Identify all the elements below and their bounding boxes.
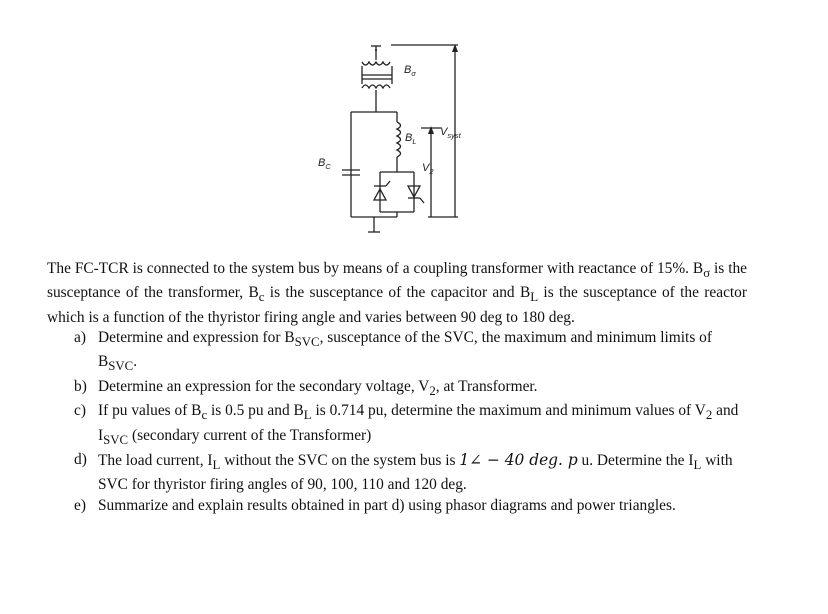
thyristor-pair xyxy=(374,172,424,212)
coupling-transformer xyxy=(362,62,392,88)
label-v2: $V_2$ xyxy=(422,162,434,176)
label-bl: $B_L$ xyxy=(405,132,417,146)
problem-statement xyxy=(47,259,747,516)
label-bc: $B_C$ xyxy=(318,157,331,171)
question-a: a) Determine and expression for $B_{SVC}$, susceptance of the SVC, the maximum and minimum limits of $B_{SVC}$. xyxy=(74,329,712,374)
label-v-syst: $V_{syst}$ xyxy=(440,126,461,140)
svc-circuit-diagram xyxy=(0,0,828,250)
label-b-sigma: $B_\sigma$ xyxy=(404,64,416,78)
question-list xyxy=(47,328,747,516)
question-d: d) The load current, $I_L$ without the SVC on the system bus is 1∠ − 40 deg. p u. Determine the $I_L$ with SVC for thyristor firing angles of 90, 100, 110 and 120 deg. xyxy=(74,450,733,494)
question-e: e) Summarize and explain results obtained in part d) using phasor diagrams and power triangles. xyxy=(74,496,676,514)
question-b: b) Determine an expression for the secondary voltage, $V_2$, at Transformer. xyxy=(74,377,538,398)
question-c: c) If pu values of $B_c$ is 0.5 pu and $B_L$ is 0.714 pu, determine the maximum and minimum values of $V_2$ and $I_{SVC}$ (secondary current of the Transformer) xyxy=(74,402,739,447)
problem-intro: The FC-TCR is connected to the system bus by means of a coupling transformer with reactance of 15%. $B_\sigma$ is the susceptance of the transformer, $B_c$ is the susceptance of the capacitor and $B_L$ is the susceptance of the reactor which is a function of the thyristor firing angle and varies between 90 deg to 180 deg. xyxy=(47,260,747,326)
reactor-coil xyxy=(397,122,401,157)
